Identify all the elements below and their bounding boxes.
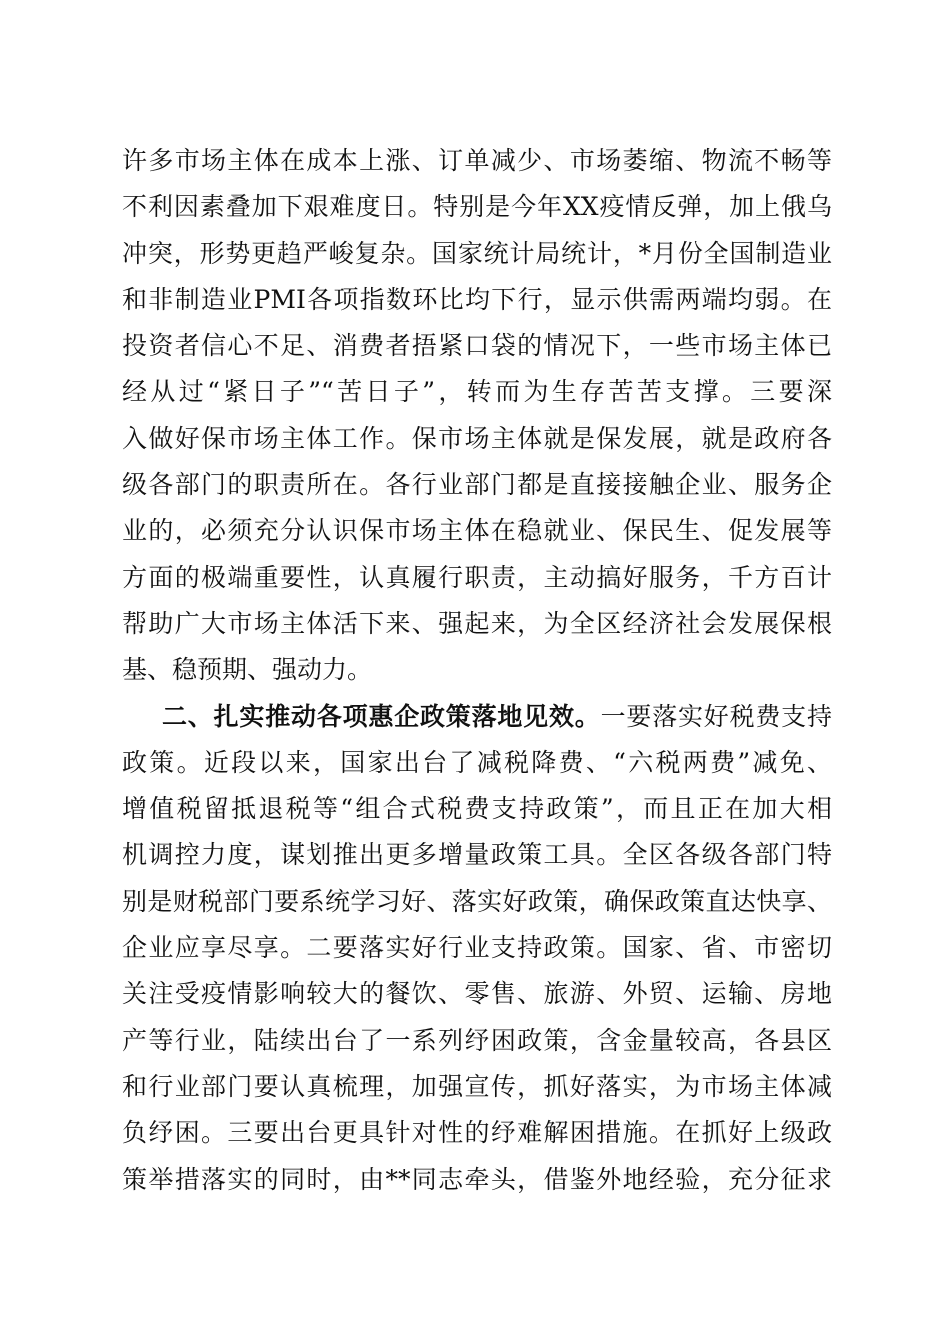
text-line: 级各部门的职责所在。各行业部门都是直接接触企业、服务企: [122, 470, 832, 500]
text-line: 业的，必须充分认识保市场主体在稳就业、保民生、促发展等: [122, 516, 832, 546]
text-line: 许多市场主体在成本上涨、订单减少、市场萎缩、物流不畅等: [122, 146, 832, 175]
text-line: 产等行业，陆续出台了一系列纾困政策，含金量较高，各县区: [122, 1025, 832, 1055]
text-line: 策举措落实的同时，由**同志牵头，借鉴外地经验，充分征求: [122, 1164, 832, 1194]
text-line: 基、稳预期、强动力。: [122, 655, 373, 685]
text-line: 机调控力度，谋划推出更多增量政策工具。全区各级各部门特: [122, 840, 832, 870]
text-line: 冲突，形势更趋严峻复杂。国家统计局统计，*月份全国制造业: [122, 238, 832, 268]
text-line: 和行业部门要认真梳理，加强宣传，抓好落实，为市场主体减: [122, 1071, 832, 1101]
text-line: 经从过“紧日子”“苦日子”，转而为生存苦苦支撑。三要深: [122, 377, 832, 407]
text-line: 关注受疫情影响较大的餐饮、零售、旅游、外贸、运输、房地: [122, 979, 832, 1009]
text-line: 政策。近段以来，国家出台了减税降费、“六税两费”减免、: [122, 747, 832, 777]
text-line: 不利因素叠加下艰难度日。特别是今年XX疫情反弹，加上俄乌: [122, 192, 832, 222]
paragraph-2: [122, 694, 832, 1203]
text-line: 投资者信心不足、消费者捂紧口袋的情况下，一些市场主体已: [122, 331, 832, 361]
text-line: 方面的极端重要性，认真履行职责，主动搞好服务，千方百计: [122, 562, 832, 592]
document-body: [122, 138, 832, 1203]
text-line: 帮助广大市场主体活下来、强起来，为全区经济社会发展保根: [122, 608, 832, 638]
paragraph-1: [122, 138, 832, 694]
text-line: 入做好保市场主体工作。保市场主体就是保发展，就是政府各: [122, 423, 832, 453]
section-heading: 二、扎实推动各项惠企政策落地见效。: [162, 701, 601, 731]
text-line: 增值税留抵退税等“组合式税费支持政策”，而且正在加大相: [122, 794, 832, 824]
text-line: 别是财税部门要系统学习好、落实好政策，确保政策直达快享、: [122, 886, 832, 916]
text-line: 企业应享尽享。二要落实好行业支持政策。国家、省、市密切: [122, 933, 832, 963]
paragraph-2-first-line: [122, 694, 832, 740]
text-line: 和非制造业PMI各项指数环比均下行，显示供需两端均弱。在: [122, 284, 832, 314]
text-run: 一要落实好税费支持: [600, 701, 832, 731]
text-line: 负纾困。三要出台更具针对性的纾难解困措施。在抓好上级政: [122, 1118, 832, 1148]
